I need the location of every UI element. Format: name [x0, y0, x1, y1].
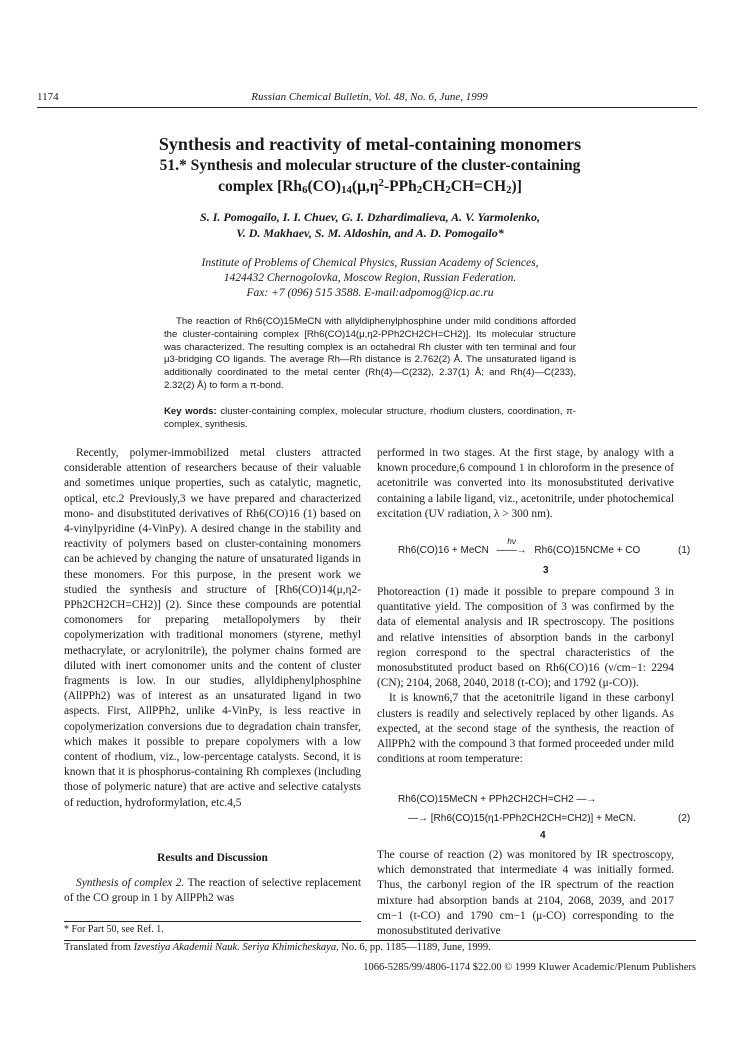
left-column [64, 446, 361, 811]
affiliation-line-3: Fax: +7 (096) 515 3588. E-mail:adpomog@icp.ac.ru [246, 287, 494, 299]
section-heading: Results and Discussion [157, 852, 268, 864]
title-line-1: Synthesis and reactivity of metal-containing monomers [158, 134, 582, 154]
abstract-text: The reaction of Rh6(CO)15MeCN with allyldiphenylphosphine under mild conditions afforded the cluster-containing complex [Rh6(CO)14(μ,η2-PPh2CH2CH=CH2)]. Its molecular structure was characterized. The resulting complex is an octahedral Rh cluster with ten terminal and four μ3-bridging CO ligands. The average Rh—Rh distance is 2.762(2) Å. The unsaturated ligand is additionally coordinated to the metal center (Rh(4)—C(232), 2.37(1) Å; and Rh(4)—C(233), 2.32(2) Å) to form a π-bond. [164, 316, 576, 391]
affiliation-line-2: 1424432 Chernogolovka, Moscow Region, Russian Federation. [223, 272, 517, 284]
synthesis-paragraph: Synthesis of complex 2. The reaction of selective replacement of the CO group in 1 by AllPPh2 was [64, 877, 361, 905]
right-paragraph-4: The course of reaction (2) was monitored by IR spectroscopy, which demonstrated that intermediate 4 was initially formed. Thus, the carbonyl region of the IR spectrum of the reaction mixture had absorption bands at 2104, 2068, 2039, and 2017 cm−1 (t-CO) and 1790 cm−1 (μ-CO) corresponding to the monosubstituted derivative [377, 849, 674, 938]
intro-paragraph: Recently, polymer-immobilized metal clusters attracted considerable attention of researchers because of their valuable and sometimes unique properties, such as catalytic, magnetic, optical, etc.2 Previously,3 we have prepared and characterized mono- and disubstituted derivatives of Rh6(CO)16 (1) based on 4-vinylpyridine (4-VinPy). A desired change in the stability and reactivity of polymers based on cluster-containing monomers can be achieved by changing the nature of unsaturated ligands in these monomers. For this purpose, in the present work we studied the synthesis and structure of [Rh6(CO)14(μ,η2-PPh2CH2CH=CH2)] (2). Since these compounds are potential comonomers for preparing metallopolymers by their copolymerization with traditional monomers (styrene, methyl methacrylate, or acrylonitrile), the polymer chains formed are diluted with inert comonomer units and the content of cluster fragments is low. In our studies, allyldiphenylphosphine (AllPPh2) was of interest as an unsaturated ligand in two aspects. First, AllPPh2, unlike 4-VinPy, is less reactive in copolymerization conversions due to degradation chain transfer, which makes it possible to prepare copolymers with a low content of rhodium, viz., low-percentage catalysts. Second, it is known that it is phosphorus-containing Rh complexes (including those of polymeric nature) that are active and selective catalysts of reduction, hydroformylation, etc.4,5 [64, 447, 361, 809]
authors-line-2: V. D. Makhaev, S. M. Aldoshin, and A. D. Pomogailo* [236, 226, 504, 240]
right-paragraph-4-block [377, 848, 674, 939]
right-paragraph-2: Photoreaction (1) made it possible to prepare compound 3 in quantitative yield. The composition of 3 was confirmed by the data of elemental analysis and IR spectroscopy. The positions and relative intensities of absorption bands in the carbonyl region correspond to the spectral characteristics of the monosubstituted product based on Rh6(CO)16 (ν/cm−1: 2294 (CN); 2104, 2068, 2040, 2018 (t-CO); and 1792 (μ-CO)). [377, 586, 674, 690]
abstract [164, 316, 576, 393]
running-header: Russian Chemical Bulletin, Vol. 48, No. 6, June, 1999 [251, 91, 488, 103]
equation-1-compound-label: 3 [543, 565, 549, 576]
translation-note: Translated from Izvestiya Akademii Nauk. Seriya Khimicheskaya, No. 6, pp. 1185—1189, June, 1999. [64, 942, 491, 953]
title-line-2: 51.* Synthesis and molecular structure of the cluster-containing [159, 157, 581, 174]
right-paragraph-2-block [377, 585, 674, 767]
right-paragraph-3: It is known6,7 that the acetonitrile ligand in these carbonyl clusters is readily and selectively replaced by other ligands. As expected, at the second stage of the synthesis, the reaction of AllPPh2 with the compound 3 that formed proceeded under mild conditions at room temperature: [377, 692, 674, 766]
footnote-divider [64, 921, 361, 922]
equation-2-number: (2) [678, 813, 691, 824]
footnote: * For Part 50, see Ref. 1. [64, 924, 164, 935]
affiliation-line-1: Institute of Problems of Chemical Physics, Russian Academy of Sciences, [201, 257, 539, 269]
issn-line: 1066-5285/99/4806-1174 $22.00 © 1999 Kluwer Academic/Plenum Publishers [363, 962, 696, 973]
title-line-3: complex $[Rh_6(CO)_{14}(\mu,\eta^2-PPh_2CH_2CH=CH_2)]$ [218, 177, 522, 196]
equation-2-line-2: —→ [Rh6(CO)15(η1-PPh2CH2CH=CH2)] + MeCN. [408, 813, 636, 824]
equation-1-number: (1) [678, 545, 691, 556]
footer-divider [64, 940, 696, 941]
page-number: 1174 [37, 91, 59, 103]
equation-2-line-1: Rh6(CO)15MeCN + PPh2CH2CH=CH2 —→ [398, 794, 597, 805]
equation-1: Rh6(CO)16 + MeCN hν ——→ Rh6(CO)15NCMe + CO [398, 537, 641, 556]
authors-line-1: S. I. Pomogailo, I. I. Chuev, G. I. Dzhardimalieva, A. V. Yarmolenko, [200, 210, 540, 224]
keywords-label: Key words: [164, 406, 217, 417]
right-column [377, 446, 674, 522]
synthesis-subheading: Synthesis of complex 2. [76, 877, 185, 889]
keywords [164, 406, 576, 432]
equation-2-compound-label: 4 [540, 830, 546, 841]
header-divider [37, 107, 697, 108]
right-paragraph-1: performed in two stages. At the first stage, by analogy with a known procedure,6 compound 1 in chloroform in the presence of acetonitrile was converted into its monosubstituted derivative containing a labile ligand, viz., acetonitrile, under photochemical excitation (UV radiation, λ > 300 nm). [377, 447, 674, 520]
keywords-text: cluster-containing complex, molecular structure, rhodium clusters, coordination, π-complex, synthesis. [164, 406, 577, 430]
